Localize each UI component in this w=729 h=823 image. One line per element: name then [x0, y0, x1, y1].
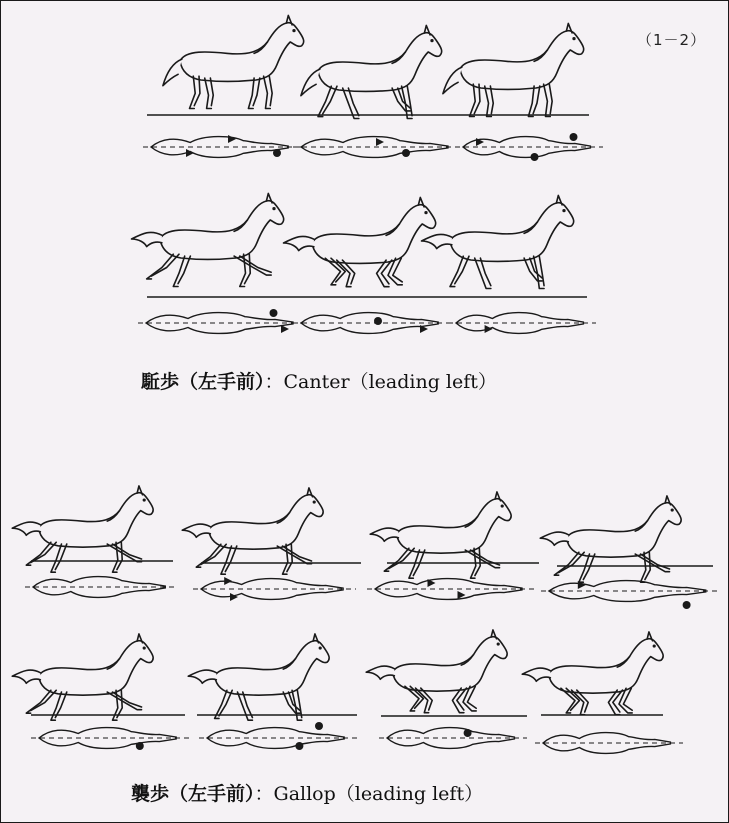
- gallop-caption-english: ：Gallop（leading left）: [254, 783, 484, 805]
- gallop-footprint-2: [193, 577, 356, 601]
- canter-horse-5: [284, 197, 436, 286]
- hoof-dot: [570, 133, 578, 141]
- canter-footprint-4: [138, 309, 306, 333]
- gallop-horse-1: [12, 486, 153, 572]
- canter-horse-6: [422, 195, 574, 288]
- gallop-footprint-8: [535, 733, 683, 754]
- canter-footprint-3: [455, 133, 603, 161]
- gallop-horse-8: [522, 632, 663, 715]
- gallop-caption-japanese: 襲歩（左手前）: [131, 783, 255, 805]
- canter-caption-english: ：Canter（leading left）: [264, 371, 497, 393]
- canter-footprint-6: [448, 313, 596, 334]
- gallop-footprint-6: [199, 722, 357, 750]
- gallop-footprint-1: [25, 577, 178, 598]
- canter-footprint-1: [143, 135, 301, 157]
- gallop-horse-2: [182, 488, 323, 574]
- hoof-arrow: [376, 138, 384, 146]
- canter-footprint-2: [293, 137, 461, 158]
- hoof-dot: [531, 153, 539, 161]
- gallop-caption: [131, 779, 483, 806]
- gallop-horse-6: [188, 634, 329, 720]
- canter-horse-2: [301, 25, 442, 118]
- hoof-dot: [270, 309, 278, 317]
- canter-footprint-5: [293, 313, 451, 334]
- canter-horse-4: [132, 193, 284, 286]
- hoof-dot: [402, 149, 410, 157]
- hoof-dot: [136, 742, 144, 750]
- gallop-footprint-4: [541, 581, 719, 609]
- canter-caption: [141, 367, 497, 394]
- gallop-horse-5: [12, 634, 153, 720]
- canter-caption-japanese: 駈歩（左手前）: [141, 371, 265, 393]
- gallop-footprint-7: [379, 728, 527, 749]
- gallop-footprint-5: [31, 728, 189, 750]
- hoof-arrow: [186, 149, 194, 157]
- hoof-arrow: [485, 325, 493, 333]
- gallop-footprint-3: [367, 579, 535, 600]
- hoof-dot: [683, 601, 691, 609]
- hoof-dot: [315, 722, 323, 730]
- hoof-dot: [464, 729, 472, 737]
- page-number: （1－2）: [637, 31, 707, 49]
- hoof-arrow: [228, 135, 236, 143]
- gallop-horse-4: [540, 496, 681, 582]
- canter-horse-3: [443, 23, 584, 116]
- gallop-horse-7: [366, 630, 507, 713]
- hoof-arrow: [224, 577, 232, 585]
- hoof-dot: [295, 742, 303, 750]
- hoof-dot: [273, 149, 281, 157]
- gallop-horse-3: [370, 492, 511, 578]
- canter-horse-1: [163, 15, 304, 108]
- hoof-dot: [374, 317, 382, 325]
- hoof-arrow: [281, 325, 289, 333]
- hoof-arrow: [230, 593, 238, 601]
- horse-gait-figure: [1, 1, 729, 823]
